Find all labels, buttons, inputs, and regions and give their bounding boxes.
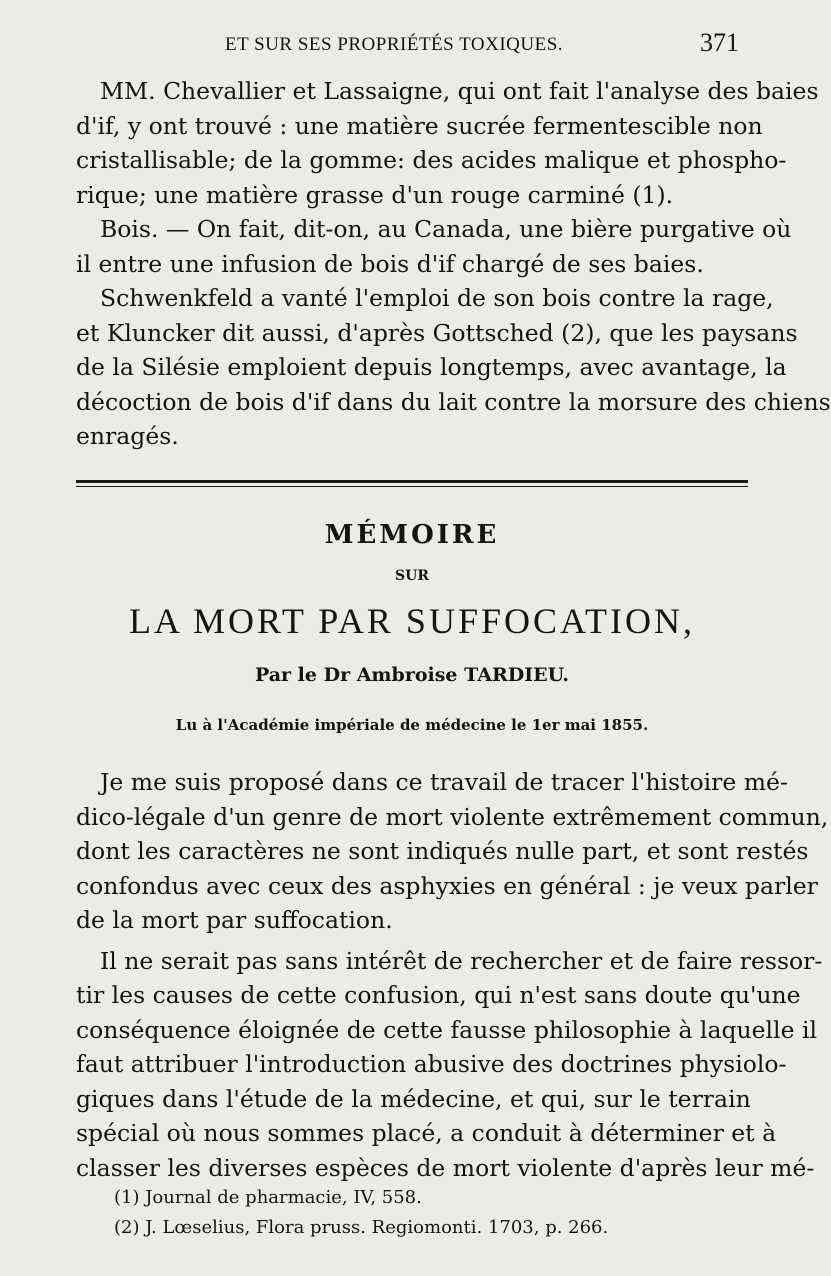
body-text-block: [76, 765, 829, 1185]
text-line: d'if, y ont trouvé : une matière sucrée fermentescible non: [76, 111, 763, 140]
read-note: Lu à l'Académie impériale de médecine le 1er mai 1855.: [175, 716, 649, 734]
text-line: classer les diverses espèces de mort violente d'après leur mé-: [76, 1153, 815, 1182]
text-line: cristallisable; de la gomme: des acides malique et phospho-: [76, 146, 787, 174]
text-line: spécial où nous sommes placé, a conduit à déterminer et à: [76, 1119, 777, 1147]
text-line: dont les caractères ne sont indiqués nulle part, et sont restés: [76, 837, 809, 865]
text-line: de la mort par suffocation.: [76, 906, 393, 934]
top-text-block: [76, 74, 831, 454]
text-line: Schwenkfeld a vanté l'emploi de son bois contre la rage,: [100, 284, 774, 312]
text-line: Bois. — On fait, dit-on, au Canada, une bière purgative où: [100, 215, 792, 243]
text-line: conséquence éloignée de cette fausse philosophie à laquelle il: [76, 1015, 817, 1044]
footnote: (1) Journal de pharmacie, IV, 558.: [114, 1187, 422, 1208]
text-line: tir les causes de cette confusion, qui n'est sans doute qu'une: [76, 981, 801, 1009]
text-line: giques dans l'étude de la médecine, et qui, sur le terrain: [76, 1084, 751, 1113]
text-line: Il ne serait pas sans intérêt de rechercher et de faire ressor-: [100, 946, 823, 975]
text-line: et Kluncker dit aussi, d'après Gottsched (2), que les paysans: [76, 318, 798, 347]
sur-label: SUR: [395, 568, 429, 584]
running-title: ET SUR SES PROPRIÉTÉS TOXIQUES.: [225, 34, 564, 55]
text-line: il entre une infusion de bois d'if chargé de ses baies.: [76, 249, 704, 278]
footnotes: [114, 1183, 608, 1243]
memoire-heading: MÉMOIRE: [324, 520, 500, 550]
text-line: faut attribuer l'introduction abusive des doctrines physiolo-: [76, 1050, 787, 1078]
author-line: Par le Dr Ambroise TARDIEU.: [254, 664, 570, 686]
text-line: de la Silésie emploient depuis longtemps, avec avantage, la: [76, 353, 787, 381]
page-number: 371: [700, 28, 739, 57]
section-divider: [76, 480, 748, 487]
text-line: confondus avec ceux des asphyxies en général : je veux parler: [76, 871, 818, 900]
main-title: LA MORT PAR SUFFOCATION,: [129, 601, 695, 641]
text-line: décoction de bois d'if dans du lait contre la morsure des chiens: [76, 387, 831, 416]
text-line: enragés.: [76, 422, 179, 450]
text-line: MM. Chevallier et Lassaigne, qui ont fait l'analyse des baies: [100, 77, 819, 105]
text-line: rique; une matière grasse d'un rouge carminé (1).: [76, 180, 674, 209]
footnote: (2) J. Lœselius, Flora pruss. Regiomonti. 1703, p. 266.: [114, 1217, 609, 1238]
text-line: dico-légale d'un genre de mort violente extrêmement commun,: [76, 802, 829, 831]
text-line: Je me suis proposé dans ce travail de tracer l'histoire mé-: [100, 768, 788, 796]
